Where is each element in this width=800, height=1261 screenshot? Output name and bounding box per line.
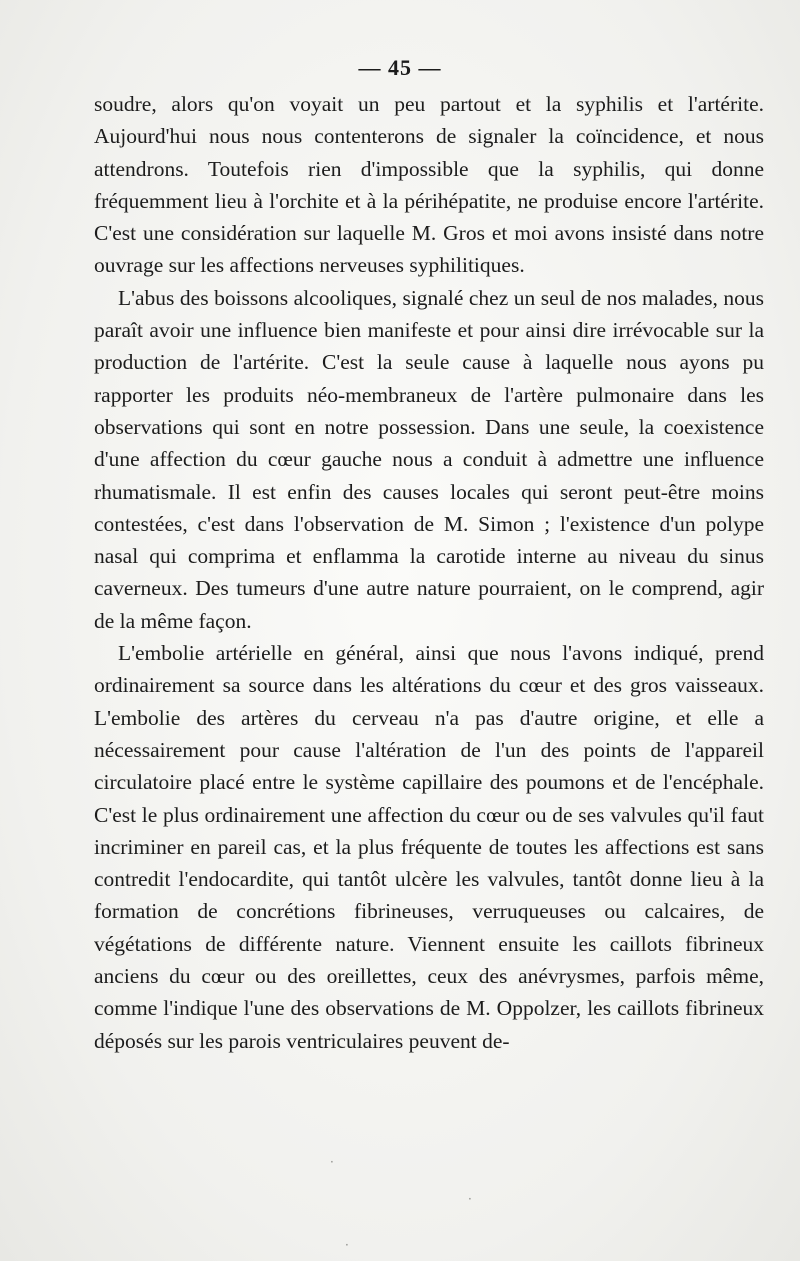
body-text — [94, 88, 764, 1057]
paper-speck: · — [345, 1238, 349, 1252]
paper-speck: · — [468, 1192, 472, 1206]
paragraph-alcohol: L'abus des boissons alcooliques, signalé chez un seul de nos malades, nous paraît avoir une influence bien manifeste et pour ainsi dire irrévocable sur la production de l'artérite. C'est la seule cause à laquelle nous ayons pu rapporter les produits néo-membraneux de l'artère pulmonaire dans les observations qui sont en notre possession. Dans une seule, la coexistence d'une affection du cœur gauche nous a conduit à admettre une influence rhumatismale. Il est enfin des causes locales qui seront peut-être moins contestées, c'est dans l'observation de M. Simon ; l'existence d'un polype nasal qui comprima et enflamma la carotide interne au niveau du sinus caverneux. Des tumeurs d'une autre nature pourraient, on le comprend, agir de la même façon. — [94, 285, 764, 633]
paragraph-embolism: L'embolie artérielle en général, ainsi que nous l'avons indiqué, prend ordinairement sa source dans les altérations du cœur et des gros vaisseaux. L'embolie des artères du cerveau n'a pas d'autre origine, et elle a nécessairement pour cause l'altération de l'un des points de l'appareil circulatoire placé entre le système capillaire des poumons et de l'encéphale. C'est le plus ordinairement une affection du cœur ou de ses valvules qu'il faut incriminer en pareil cas, et la plus fréquente de toutes les affections est sans contredit l'endocardite, qui tantôt ulcère les valvules, tantôt donne lieu à la formation de concrétions fibrineuses, verruqueuses ou calcaires, de végétations de différente nature. Viennent ensuite les caillots fibrineux anciens du cœur ou des oreillettes, ceux des anévrysmes, parfois même, comme l'indique l'une des observations de M. Oppolzer, les caillots fibrineux déposés sur les parois ventriculaires peuvent de- — [94, 641, 764, 1053]
page-number: — 45 — — [358, 55, 442, 80]
paper-speck: · — [330, 1155, 334, 1169]
paragraph-continuation: soudre, alors qu'on voyait un peu partout et la syphilis et l'artérite. Aujourd'hui nous nous contenterons de signaler la coïncidence, et nous attendrons. Toutefois rien d'impossible que la syphilis, qui donne fréquemment lieu à l'orchite et à la périhépatite, ne produise encore l'artérite. C'est une considération sur laquelle M. Gros et moi avons insisté dans notre ouvrage sur les affections nerveuses syphilitiques. — [94, 92, 764, 278]
